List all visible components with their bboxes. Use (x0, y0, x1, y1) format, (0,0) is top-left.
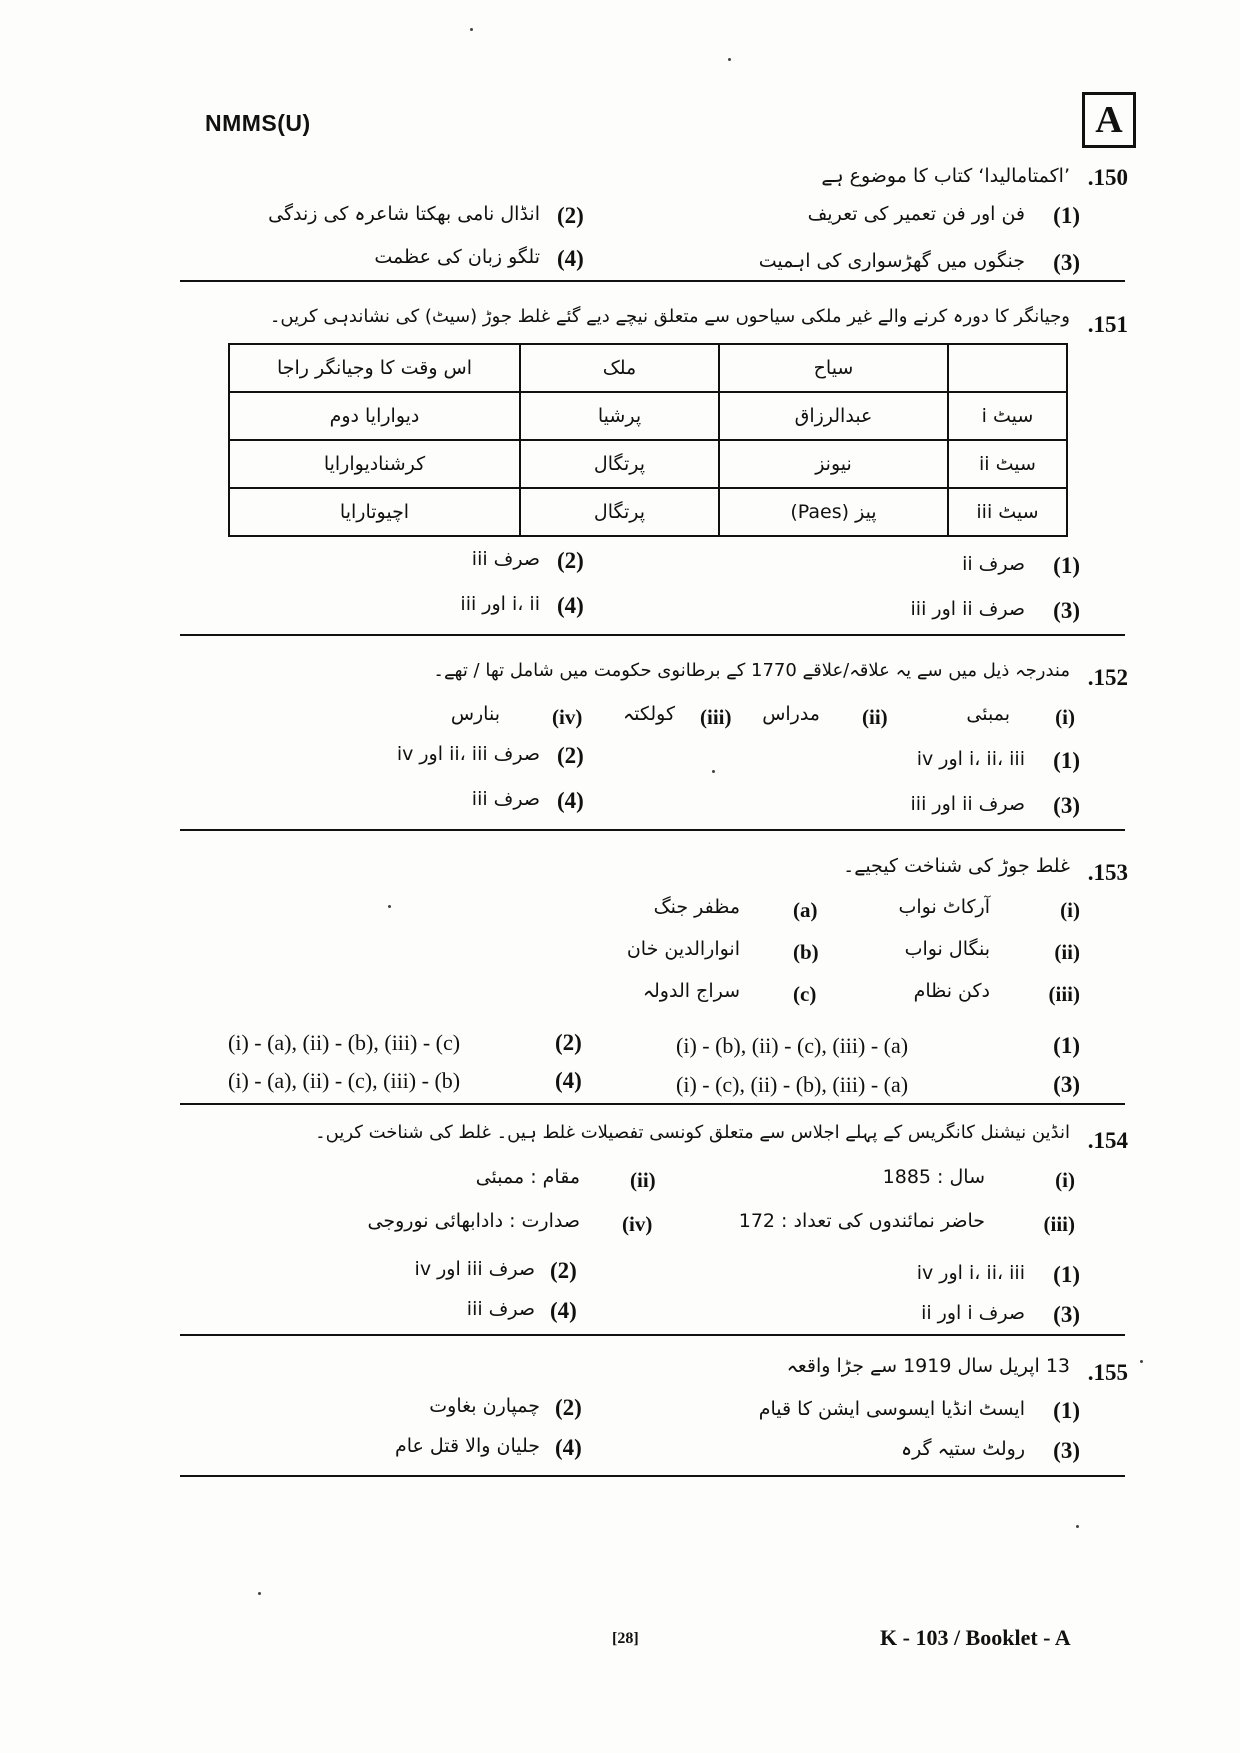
q152-option-2-number: (2) (557, 743, 584, 768)
q152-option-4-number: (4) (557, 788, 584, 813)
table-cell: سیٹ ii (948, 440, 1067, 488)
q152-option-3-number: (3) (1053, 793, 1080, 818)
divider (180, 634, 1125, 636)
q151-option-4-text: i، ii اور iii (460, 593, 540, 615)
q155-option-3-text: رولٹ ستیہ گرہ (900, 1438, 1025, 1460)
scan-speck (1140, 1360, 1143, 1363)
table-header-cell: سیاح (719, 344, 948, 392)
question-155-text: 13 اپریل سال 1919 سے جڑا واقعہ (786, 1355, 1070, 1377)
q153-option-1-text: (i) - (b), (ii) - (c), (iii) - (a) (676, 1033, 909, 1058)
booklet-code: K - 103 / Booklet - A (880, 1625, 1071, 1650)
table-row (229, 392, 1067, 440)
q155-option-3-number: (3) (1053, 1438, 1080, 1463)
scan-speck (388, 905, 391, 908)
q152-item-ii-text: مدراس (762, 703, 820, 725)
question-154-text: انڈین نیشنل کانگریس کے پہلے اجلاس سے متعلق کونسی تفصیلات غلط ہیں۔ غلط کی شناخت کریں۔ (315, 1122, 1070, 1143)
booklet-letter-box: A (1082, 92, 1136, 148)
q150-option-3-number: (3) (1053, 250, 1080, 275)
q152-item-ii-number: (ii) (862, 705, 888, 729)
divider (180, 1475, 1125, 1477)
q153-option-1-number: (1) (1053, 1033, 1080, 1058)
q152-option-1-text: i، ii، iii اور iv (916, 748, 1025, 770)
table-cell: سیٹ i (948, 392, 1067, 440)
question-150-number: .150 (1087, 165, 1128, 190)
q151-option-1-number: (1) (1053, 553, 1080, 578)
divider (180, 280, 1125, 282)
q152-option-1-number: (1) (1053, 748, 1080, 773)
question-151-number: .151 (1087, 312, 1128, 337)
q152-option-2-text: صرف ii، iii اور iv (396, 743, 540, 765)
q151-option-4-number: (4) (557, 593, 584, 618)
q150-option-4-text: تلگو زبان کی عظمت (374, 246, 540, 268)
q151-option-3-text: صرف ii اور iii (910, 598, 1025, 620)
q153-pair-b-right: انوارالدین خان (626, 938, 740, 960)
scan-speck (728, 58, 731, 61)
scan-speck (1076, 1525, 1079, 1528)
question-150-text: ’اکمتامالیدا‘ کتاب کا موضوع ہے (821, 165, 1070, 187)
question-152-number: .152 (1087, 665, 1128, 690)
table-cell: دیوارایا دوم (229, 392, 520, 440)
q152-option-3-text: صرف ii اور iii (910, 793, 1025, 815)
question-151-text: وجیانگر کا دورہ کرنے والے غیر ملکی سیاحوں سے متعلق نیچے دیے گئے غلط جوڑ (سیٹ) کی نشاندہی کریں۔ (269, 306, 1070, 327)
q155-option-1-number: (1) (1053, 1398, 1080, 1423)
q155-option-4-number: (4) (555, 1435, 582, 1460)
table-header-cell (948, 344, 1067, 392)
table-header-cell: ملک (520, 344, 719, 392)
q154-option-4-text: صرف iii (466, 1298, 535, 1320)
q154-item-iii-text: حاضر نمائندوں کی تعداد : 172 (738, 1210, 985, 1232)
q153-pair-iii-number: (iii) (1048, 982, 1080, 1006)
q150-option-1-text: فن اور فن تعمیر کی تعریف (807, 203, 1025, 225)
scan-speck (712, 770, 715, 773)
table-cell: سیٹ iii (948, 488, 1067, 536)
table-cell: پرتگال (520, 488, 719, 536)
q151-option-3-number: (3) (1053, 598, 1080, 623)
q150-option-3-text: جنگوں میں گھڑسواری کی اہمیت (758, 250, 1025, 272)
q154-item-iii-number: (iii) (1043, 1212, 1075, 1236)
q153-pair-a-right: مظفر جنگ (653, 896, 740, 918)
q153-pair-iii-left: دکن نظام (913, 980, 990, 1002)
q153-option-3-text: (i) - (c), (ii) - (b), (iii) - (a) (676, 1072, 909, 1097)
q153-pair-ii-left: بنگال نواب (904, 938, 990, 960)
q154-item-ii-text: مقام : ممبئی (475, 1166, 580, 1188)
divider (180, 1334, 1125, 1336)
table-row (229, 440, 1067, 488)
q151-option-2-text: صرف iii (471, 548, 540, 570)
divider (180, 1103, 1125, 1105)
table-cell: اچیوتارایا (229, 488, 520, 536)
q154-item-iv-number: (iv) (622, 1212, 653, 1236)
q152-item-iii-text: کولکتہ (622, 703, 675, 725)
travellers-table (228, 343, 1068, 537)
q150-option-2-text: انڈال نامی بھکتا شاعرہ کی زندگی (268, 203, 540, 225)
q152-item-i-number: (i) (1055, 705, 1075, 729)
q154-option-1-text: i، ii، iii اور iv (916, 1262, 1025, 1284)
q154-item-ii-number: (ii) (630, 1168, 656, 1192)
q152-item-iv-number: (iv) (552, 705, 583, 729)
table-row (229, 488, 1067, 536)
q155-option-1-text: ایسٹ انڈیا ایسوسی ایشن کا قیام (758, 1398, 1025, 1420)
q155-option-4-text: جلیان والا قتل عام (394, 1435, 540, 1457)
divider (180, 829, 1125, 831)
q153-pair-ii-number: (ii) (1054, 940, 1080, 964)
q152-option-4-text: صرف iii (471, 788, 540, 810)
q154-item-i-text: سال : 1885 (882, 1166, 985, 1188)
table-cell: پرشیا (520, 392, 719, 440)
question-153-number: .153 (1087, 860, 1128, 885)
q153-option-2-number: (2) (555, 1030, 582, 1055)
q151-option-2-number: (2) (557, 548, 584, 573)
q150-option-2-number: (2) (557, 203, 584, 228)
q154-option-3-text: صرف i اور ii (921, 1302, 1025, 1324)
table-cell: کرشنادیوارایا (229, 440, 520, 488)
scan-speck (470, 28, 473, 31)
q153-option-3-number: (3) (1053, 1072, 1080, 1097)
q152-item-iv-text: بنارس (450, 703, 500, 725)
q154-option-2-text: صرف iii اور iv (414, 1258, 535, 1280)
page-number: [28] (612, 1630, 639, 1647)
exam-code-label: NMMS(U) (205, 110, 311, 136)
q153-pair-b-letter: (b) (793, 940, 819, 964)
q154-option-1-number: (1) (1053, 1262, 1080, 1287)
q155-option-2-number: (2) (555, 1395, 582, 1420)
q152-item-i-text: بمبئی (966, 703, 1010, 725)
q153-option-4-number: (4) (555, 1068, 582, 1093)
question-152-text: مندرجہ ذیل میں سے یہ علاقہ/علاقے 1770 کے برطانوی حکومت میں شامل تھا / تھے۔ (433, 660, 1070, 681)
question-154-number: .154 (1087, 1128, 1128, 1153)
q154-item-iv-text: صدارت : دادابھائی نوروجی (367, 1210, 580, 1232)
q153-pair-i-number: (i) (1060, 898, 1080, 922)
q150-option-4-number: (4) (557, 246, 584, 271)
q153-pair-i-left: آرکاٹ نواب (898, 896, 990, 918)
q153-option-2-text: (i) - (a), (ii) - (b), (iii) - (c) (228, 1030, 461, 1055)
table-cell: نیونز (719, 440, 948, 488)
q153-pair-c-letter: (c) (793, 982, 817, 1006)
question-155-number: .155 (1087, 1360, 1128, 1385)
q154-item-i-number: (i) (1055, 1168, 1075, 1192)
question-153-text: غلط جوڑ کی شناخت کیجیے۔ (843, 855, 1070, 877)
scan-speck (258, 1592, 261, 1595)
q154-option-2-number: (2) (550, 1258, 577, 1283)
table-cell: عبدالرزاق (719, 392, 948, 440)
q154-option-4-number: (4) (550, 1298, 577, 1323)
q151-option-1-text: صرف ii (962, 553, 1025, 575)
q150-option-1-number: (1) (1053, 203, 1080, 228)
q153-pair-c-right: سراج الدولہ (642, 980, 740, 1002)
table-header-cell: اس وقت کا وجیانگر راجا (229, 344, 520, 392)
table-header-row (229, 344, 1067, 392)
q153-option-4-text: (i) - (a), (ii) - (c), (iii) - (b) (228, 1068, 461, 1093)
table-cell: پیز (Paes) (719, 488, 948, 536)
q155-option-2-text: چمپارن بغاوت (429, 1395, 540, 1417)
q153-pair-a-letter: (a) (793, 898, 818, 922)
table-cell: پرتگال (520, 440, 719, 488)
q154-option-3-number: (3) (1053, 1302, 1080, 1327)
q152-item-iii-number: (iii) (700, 705, 732, 729)
